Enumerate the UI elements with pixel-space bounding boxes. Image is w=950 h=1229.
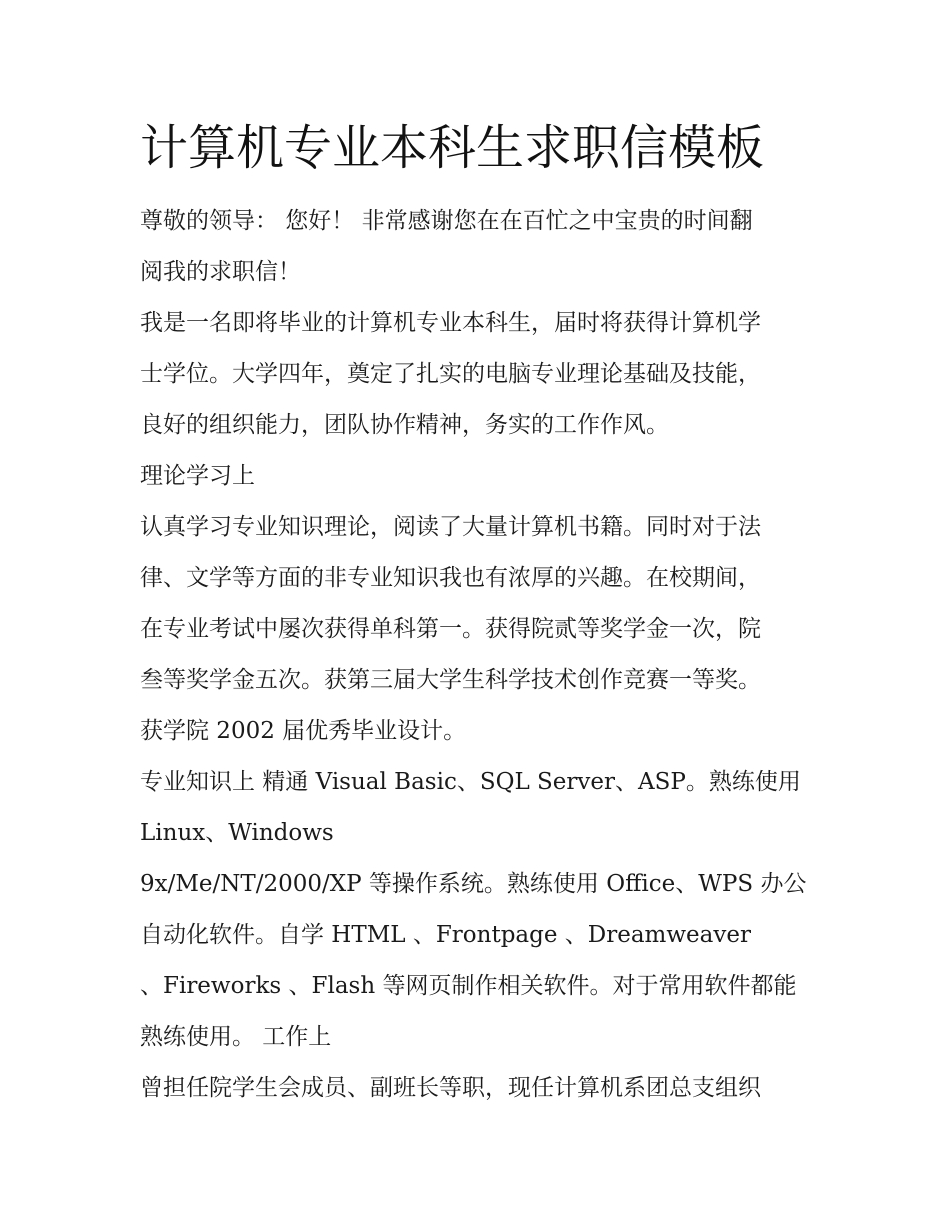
section-heading: 理论学习上 — [140, 463, 255, 489]
text-line: Linux、Windows — [140, 820, 334, 846]
text-line: 我是一名即将毕业的计算机专业本科生，届时将获得计算机学 — [140, 310, 761, 336]
text-line: 曾担任院学生会成员、副班长等职，现任计算机系团总支组织 — [140, 1075, 761, 1101]
text-line: 获学院 2002 届优秀毕业设计。 — [140, 718, 467, 744]
text-line: 良好的组织能力，团队协作精神，务实的工作作风。 — [140, 412, 669, 438]
text-line: 尊敬的领导： 您好！ 非常感谢您在在百忙之中宝贵的时间翻 — [140, 208, 753, 234]
text-line: 在专业考试中屡次获得单科第一。获得院贰等奖学金一次，院 — [140, 616, 761, 642]
document-body — [140, 196, 820, 1114]
text-line: 士学位。大学四年，奠定了扎实的电脑专业理论基础及技能， — [140, 361, 761, 387]
text-line: 专业知识上 精通 Visual Basic、SQL Server、ASP。熟练使用 — [140, 769, 801, 795]
text-line: 认真学习专业知识理论，阅读了大量计算机书籍。同时对于法 — [140, 514, 761, 540]
text-line: 叁等奖学金五次。获第三届大学生科学技术创作竞赛一等奖。 — [140, 667, 761, 693]
document-title: 计算机专业本科生求职信模板 — [140, 120, 765, 176]
text-line: 自动化软件。自学 HTML 、Frontpage 、Dreamweaver — [140, 922, 751, 948]
text-line: 律、文学等方面的非专业知识我也有浓厚的兴趣。在校期间， — [140, 565, 761, 591]
text-line: 9x/Me/NT/2000/XP 等操作系统。熟练使用 Office、WPS 办公 — [140, 871, 807, 897]
text-line: 熟练使用。 工作上 — [140, 1024, 332, 1050]
text-line: 、Fireworks 、Flash 等网页制作相关软件。对于常用软件都能 — [140, 973, 797, 999]
text-line: 阅我的求职信！ — [140, 259, 301, 285]
